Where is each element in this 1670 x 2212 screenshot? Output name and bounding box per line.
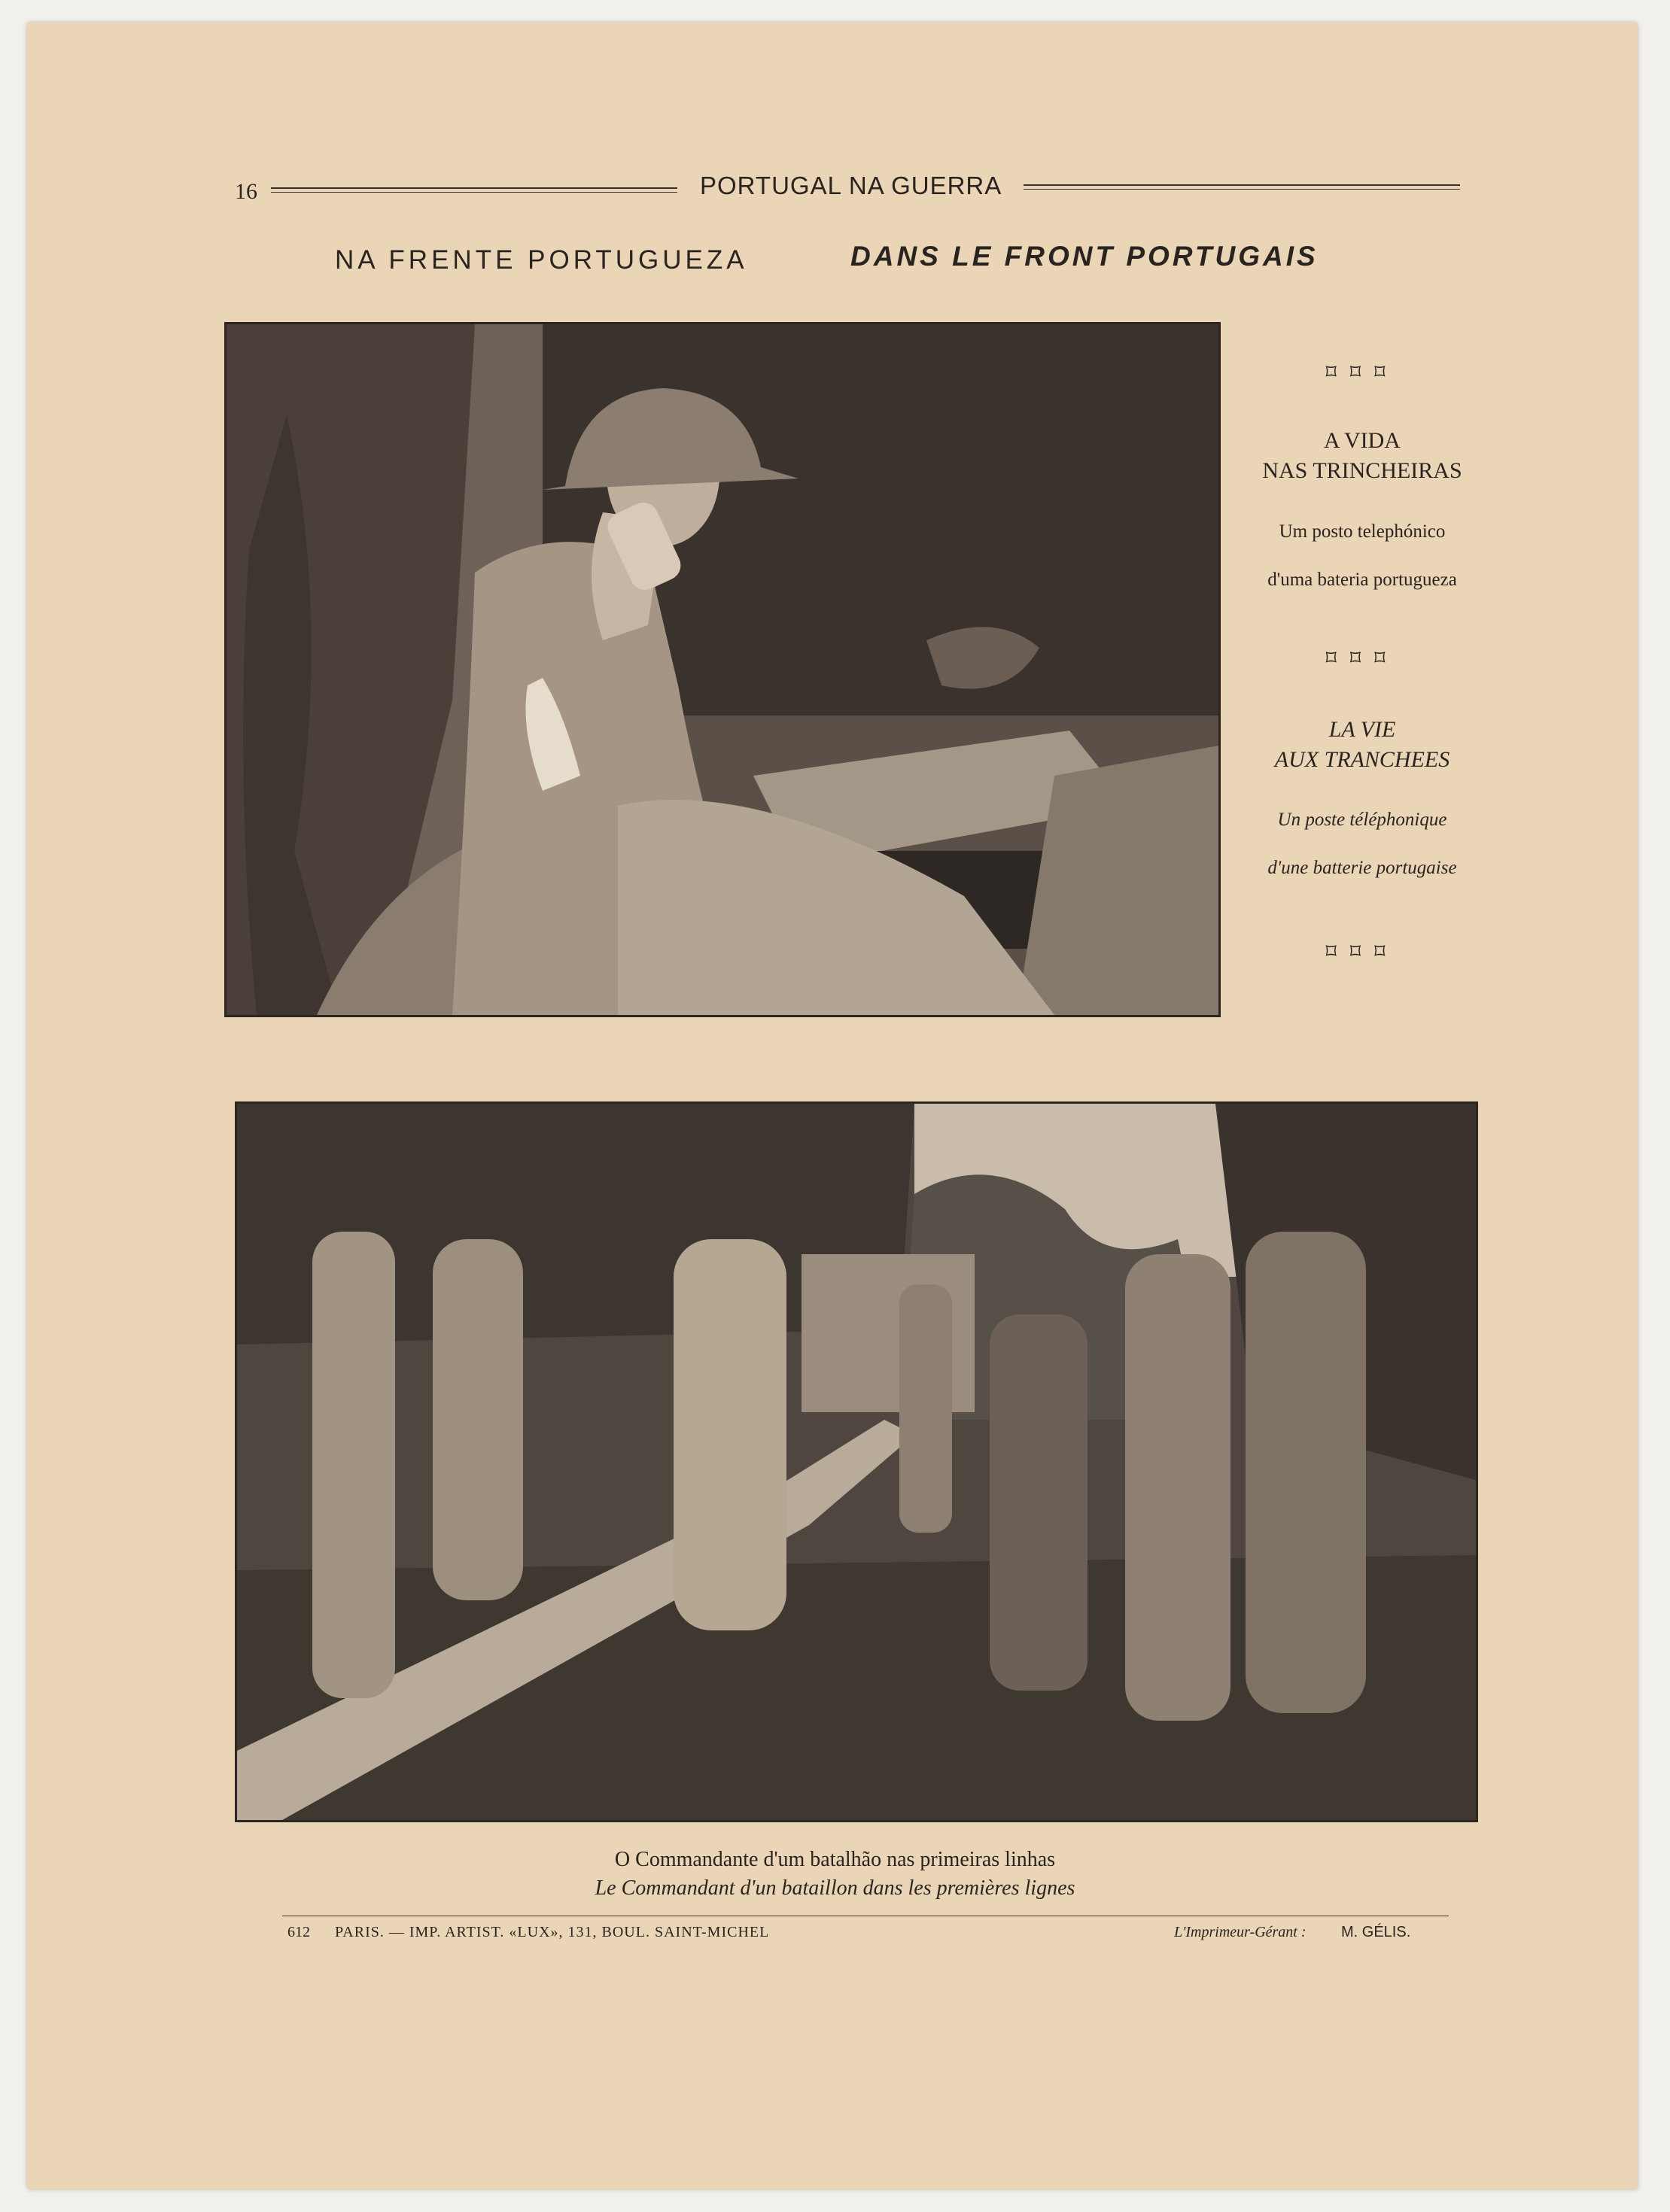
page-number: 16 bbox=[235, 179, 257, 204]
pt-heading-line-1: A VIDA bbox=[1324, 428, 1401, 453]
pt-caption-line-2: d'uma bateria portugueza bbox=[1267, 570, 1457, 590]
ornament-top: ⌑⌑⌑ bbox=[1325, 361, 1399, 384]
imprint-text: PARIS. — IMP. ARTIST. «LUX», 131, BOUL. SAINT-MICHEL bbox=[335, 1924, 770, 1940]
photo-telephone-post-image bbox=[227, 324, 1218, 1015]
ornament-middle: ⌑⌑⌑ bbox=[1325, 647, 1399, 670]
pt-caption-line-1: Um posto telephónico bbox=[1279, 521, 1446, 542]
caption-french: Le Commandant d'un bataillon dans les premières lignes bbox=[595, 1876, 1075, 1900]
fr-caption-line-1: Un poste téléphonique bbox=[1277, 810, 1447, 830]
gerant-name: M. GÉLIS. bbox=[1341, 1924, 1411, 1940]
pt-heading-line-2: NAS TRINCHEIRAS bbox=[1262, 458, 1462, 483]
fr-heading-line-2: AUX TRANCHEES bbox=[1274, 747, 1450, 772]
title-french: DANS LE FRONT PORTUGAIS bbox=[850, 241, 1319, 272]
header-rule-left-thin bbox=[271, 192, 677, 193]
imprint-number: 612 bbox=[287, 1924, 310, 1940]
running-title: PORTUGAL NA GUERRA bbox=[700, 172, 1002, 199]
header-rule-left bbox=[271, 187, 677, 189]
caption-portuguese: O Commandante d'um batalhão nas primeiras linhas bbox=[614, 1848, 1056, 1871]
header-rule-right bbox=[1024, 184, 1460, 186]
photo-commander-front-lines bbox=[235, 1101, 1478, 1822]
header-rule-right-thin bbox=[1024, 189, 1460, 190]
title-portuguese: NA FRENTE PORTUGUEZA bbox=[335, 245, 748, 275]
fr-heading-line-1: LA VIE bbox=[1328, 717, 1396, 742]
photo-telephone-post bbox=[224, 322, 1221, 1017]
gerant-label: L'Imprimeur-Gérant : bbox=[1174, 1924, 1306, 1940]
fr-caption-line-2: d'une batterie portugaise bbox=[1267, 858, 1457, 878]
ornament-bottom: ⌑⌑⌑ bbox=[1325, 940, 1399, 964]
photo-commander-front-lines-image bbox=[237, 1104, 1476, 1820]
